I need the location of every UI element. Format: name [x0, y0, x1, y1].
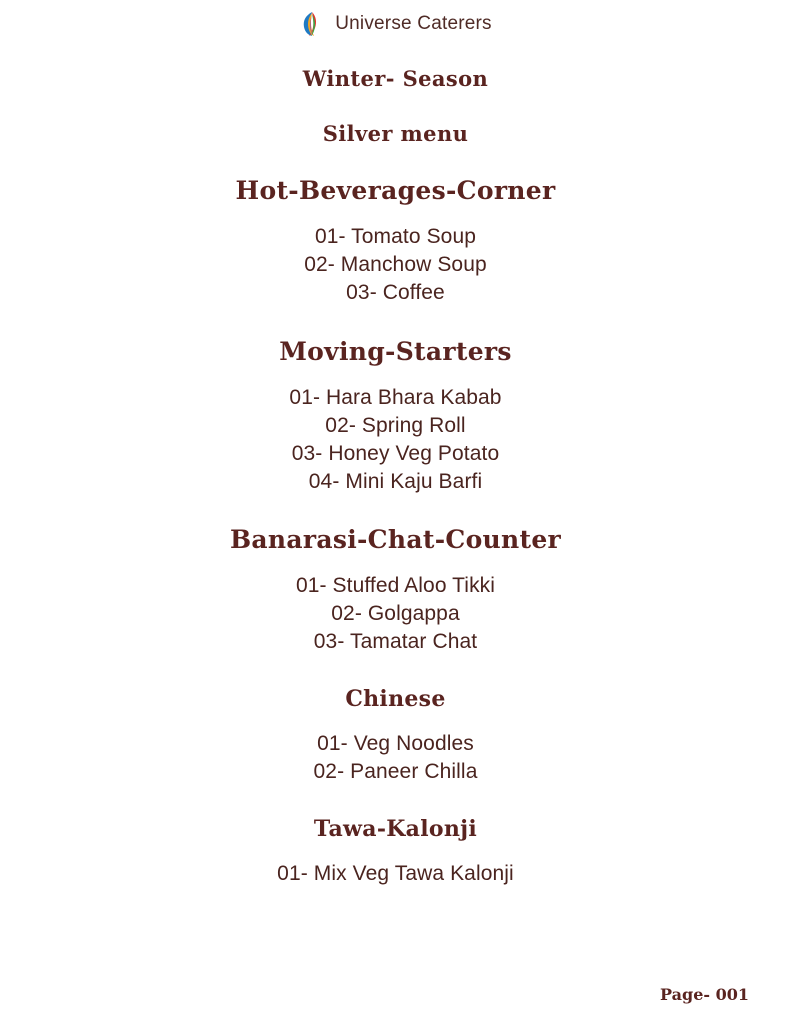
list-item: 04- Mini Kaju Barfi — [308, 469, 483, 493]
list-item: 03- Coffee — [346, 280, 445, 304]
list-item: 01- Mix Veg Tawa Kalonji — [277, 862, 514, 886]
list-item: 02- Paneer Chilla — [313, 760, 478, 784]
list-item: 01- Hara Bhara Kabab — [289, 385, 502, 409]
section-title: Banarasi-Chat-Counter — [229, 525, 562, 555]
section-title: Chinese — [345, 686, 446, 713]
colorful-swirl-logo-icon — [299, 11, 325, 37]
list-item: 01- Stuffed Aloo Tikki — [295, 574, 496, 598]
list-item: 03- Tamatar Chat — [313, 630, 478, 654]
menu-title: Silver menu — [322, 121, 469, 146]
section-moving-starters — [0, 337, 791, 496]
list-item: 02- Spring Roll — [325, 413, 466, 437]
list-item: 01- Veg Noodles — [317, 732, 474, 756]
season-title: Winter- Season — [302, 66, 489, 91]
section-title: Moving-Starters — [279, 336, 512, 366]
section-items — [0, 572, 791, 656]
section-banarasi-chat-counter — [0, 525, 791, 656]
section-title: Hot-Beverages-Corner — [235, 176, 556, 205]
section-items — [0, 384, 791, 496]
brand-name: Universe Caterers — [335, 13, 492, 34]
list-item: 03- Honey Veg Potato — [291, 441, 500, 465]
list-item: 01- Tomato Soup — [314, 225, 477, 248]
page-number-label: Page- 001 — [660, 985, 749, 1004]
list-item: 02- Manchow Soup — [304, 252, 487, 276]
section-items — [0, 730, 791, 786]
section-title: Tawa-Kalonji — [313, 816, 478, 843]
brand-header — [0, 0, 791, 42]
list-item: 02- Golgappa — [331, 602, 460, 626]
section-items — [0, 860, 791, 888]
section-tawa-kalonji — [0, 816, 791, 888]
section-items — [0, 223, 791, 307]
section-chinese — [0, 686, 791, 786]
section-hot-beverages-corner — [0, 176, 791, 307]
